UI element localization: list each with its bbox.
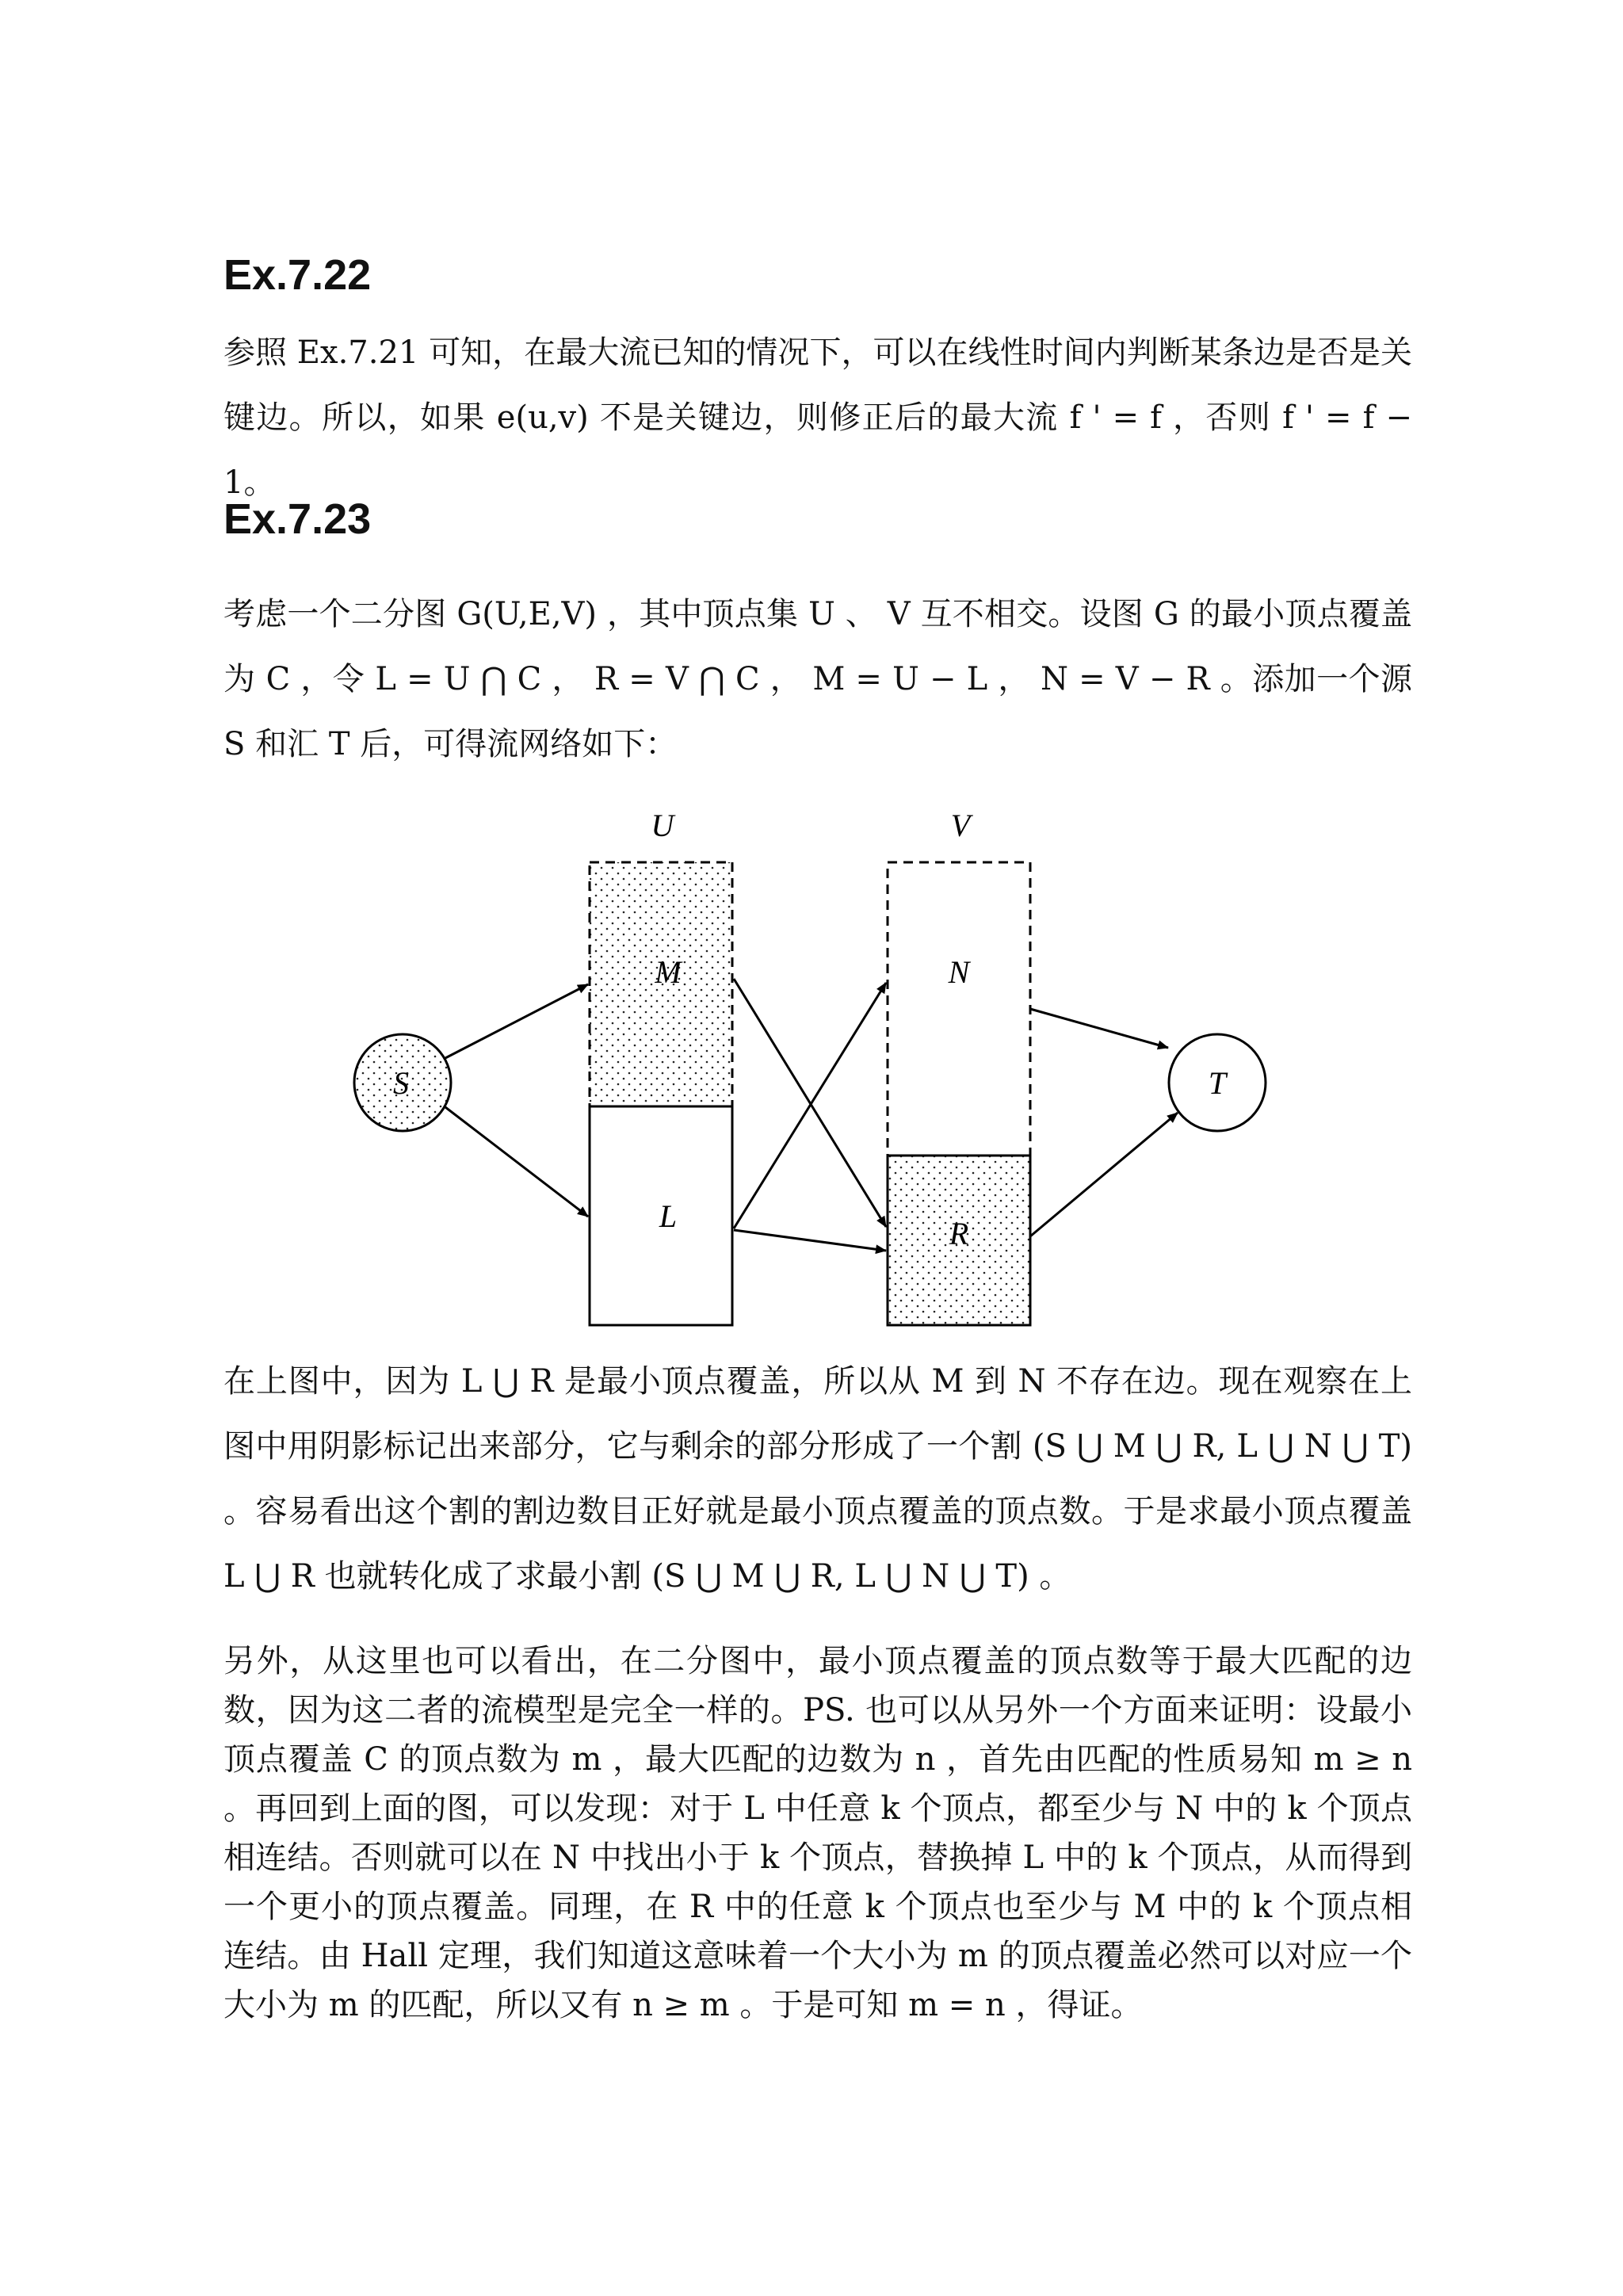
paragraph-ex722: 参照 Ex.7.21 可知，在最大流已知的情况下，可以在线性时间内判断某条边是否是关键边。所以，如果 e(u,v) 不是关键边，则修正后的最大流 f ' = f ，否则 f ' = f − 1。 — [223, 334, 1412, 501]
label-s: S — [393, 1065, 409, 1101]
arrow-s-to-m — [445, 984, 588, 1058]
label-m: M — [655, 954, 682, 990]
paragraph-ex723-cut: 在上图中，因为 L ⋃ R 是最小顶点覆盖，所以从 M 到 N 不存在边。现在观察在上图中用阴影标记出来部分，它与剩余的部分形成了一个割 (S ⋃ M ⋃ R, L ⋃ N ⋃ T) 。容易看出这个割的割边数目正好就是最小顶点覆盖的顶点数。于是求最小顶点覆盖 L ⋃ R 也就转化成了求最小割 (S ⋃ M ⋃ R, L ⋃ N ⋃ T) 。 — [223, 1363, 1412, 1595]
arrow-n-to-t — [1030, 1009, 1168, 1048]
section-title-ex723: Ex.7.23 — [223, 495, 372, 543]
paragraph-ex723-intro: 考虑一个二分图 G(U,E,V) ，其中顶点集 U 、 V 互不相交。设图 G 的最小顶点覆盖为 C ，令 L = U ⋂ C ， R = V ⋂ C ， M = U − L ， N = V − R 。添加一个源 S 和汇 T 后，可得流网络如下： — [223, 596, 1412, 762]
arrow-r-to-t — [1030, 1113, 1178, 1236]
label-l: L — [659, 1198, 678, 1234]
block-n — [888, 862, 1030, 1156]
label-r: R — [949, 1216, 969, 1251]
label-t: T — [1208, 1065, 1227, 1101]
label-n: N — [948, 954, 970, 990]
column-label-u: U — [651, 808, 674, 843]
column-label-v: V — [950, 808, 971, 843]
section-title-ex722: Ex.7.22 — [223, 251, 372, 299]
paragraph-ex723-proof: 另外，从这里也可以看出，在二分图中，最小顶点覆盖的顶点数等于最大匹配的边数，因为这二者的流模型是完全一样的。PS. 也可以从另外一个方面来证明：设最小顶点覆盖 C 的顶点数为 m ，最大匹配的边数为 n ，首先由匹配的性质易知 m ≥ n 。再回到上面的图，可以发现：对于 L 中任意 k 个顶点，都至少与 N 中的 k 个顶点相连结。否则就可以在 N 中找出小于 k 个顶点，替换掉 L 中的 k 个顶点，从而得到一个更小的顶点覆盖。同理，在 R 中的任意 k 个顶点也至少与 M 中的 k 个顶点相连结。由 Hall 定理，我们知道这意味着一个大小为 m 的顶点覆盖必然可以对应一个大小为 m 的匹配，所以又有 n ≥ m 。于是可知 m = n ，得证。 — [223, 1643, 1412, 2023]
arrow-l-to-r — [734, 1230, 886, 1251]
arrow-s-to-l — [445, 1107, 588, 1217]
